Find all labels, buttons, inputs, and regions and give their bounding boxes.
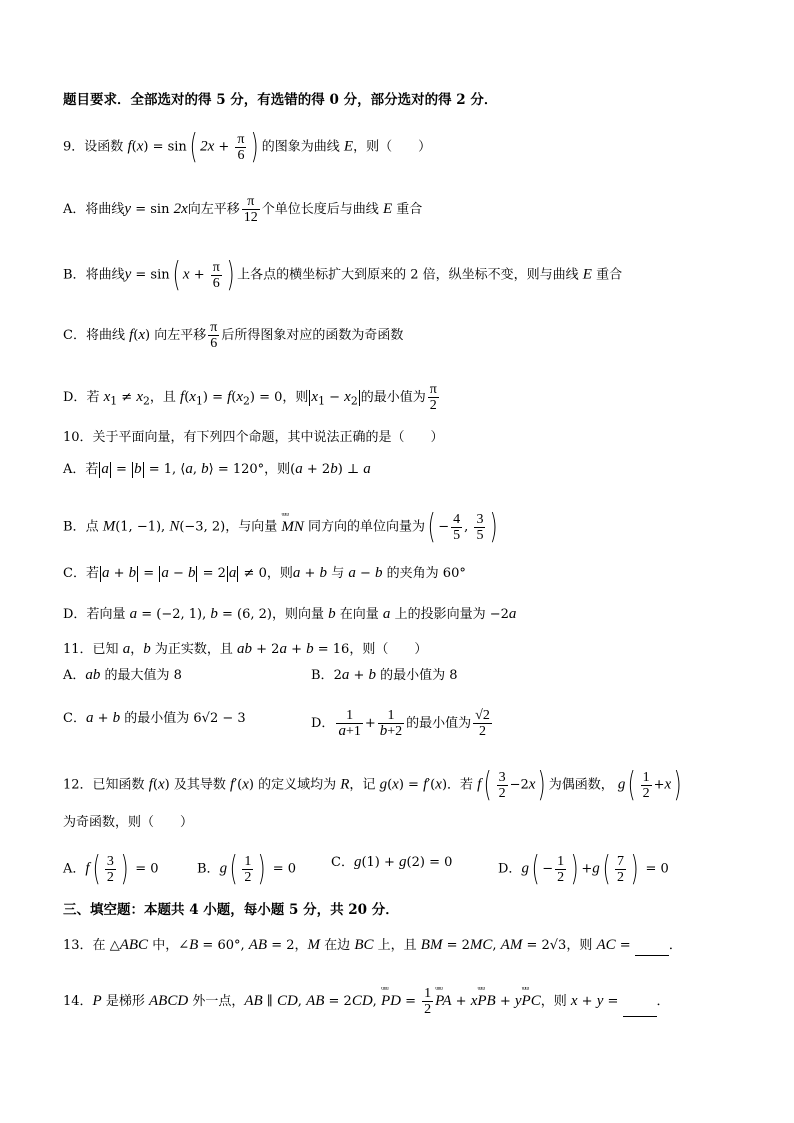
question-13: 13．在 △ABC 中，∠B = 60°, AB = 2，M 在边 BC 上，且 BM = 2MC, AM = 2√3，则 AC = ． (63, 935, 682, 956)
answer-blank[interactable] (623, 1004, 657, 1017)
question-12-stem-cont: 为奇函数，则（ ） (63, 815, 194, 830)
q11-option-d[interactable]: D． $\frac{1}{a+1}$ + $\frac{1}{b+2}$ 的最小值为 $\frac{√2}{2}$ (311, 708, 490, 739)
q12-option-d[interactable]: D．g( − $\frac{1}{2}$ ) +g( $\frac{7}{2}$ ) = 0 (498, 849, 669, 889)
question-11-stem: 11．已知 a，b 为正实数，且 ab + 2a + b = 16，则（ ） (63, 641, 428, 657)
q9-option-b[interactable]: B．将曲线y = sin( x + $\frac{\pi}{6}$ ) 上各点的横坐标扩大到原来的 2 倍，纵坐标不变，则与曲线 E 重合 (63, 255, 623, 295)
q10-option-a[interactable]: A．若 a = b = 1, ⟨a, b⟩ = 120°，则(a + 2b) ⊥ a (63, 461, 371, 477)
question-9-stem: 9．设函数 f(x) = sin( 2x + $\frac{\pi}{6}$ ) 的图象为曲线 E，则（ ） (63, 127, 432, 167)
q12-option-b[interactable]: B．g( $\frac{1}{2}$ ) = 0 (197, 849, 297, 889)
question-12-stem: 12．已知函数 f(x) 及其导数 f′(x) 的定义域均为 R，记 g(x) = f′(x)．若 f( $\frac{3}{2}$ −2x) 为偶函数， g( $\frac{1}{2}$ +x) (63, 765, 682, 805)
q12-option-c[interactable]: C．g(1) + g(2) = 0 (331, 854, 453, 870)
question-14: 14．P 是梯形 ABCD 外一点，AB ∥ CD, AB = 2CD, ᵚᵚ PD = $\frac{1}{2}$ ᵚᵚ PA + xᵚᵚ PB + yᵚᵚ PC，则 x + y = ． (63, 986, 670, 1017)
q11-option-b[interactable]: B．2a + b 的最小值为 8 (311, 667, 458, 683)
q10-option-c[interactable]: C．若 a + b = a − b = 2 a ≠ 0，则a + b 与 a − b 的夹角为 60° (63, 565, 466, 581)
q11-option-a[interactable]: A．ab 的最大值为 8 (63, 667, 182, 683)
q9-option-c[interactable]: C．将曲线 f(x) 向左平移 $\frac{\pi}{6}$ 后所得图象对应的函数为奇函数 (63, 320, 404, 351)
section-3-title: 三、填空题：本题共 4 小题，每小题 5 分，共 20 分． (63, 902, 399, 918)
q9-option-d[interactable]: D．若 $x_1 \ne x_2$，且 $f(x_1) = f(x_2) = 0$，则 $x_1 - x_2$ 的最小值为 $\frac{\pi}{2}$ (63, 382, 437, 413)
q11-option-c[interactable]: C．a + b 的最小值为 6√2 − 3 (63, 710, 246, 726)
answer-blank[interactable] (635, 943, 669, 956)
q10-option-d[interactable]: D．若向量 a = (−2, 1), b = (6, 2)，则向量 b 在向量 a 上的投影向量为 −2a (63, 606, 517, 622)
q9-option-a[interactable]: A．将曲线y = sin 2x向左平移 $\frac{\pi}{12}$ 个单位长度后与曲线 E 重合 (63, 194, 423, 225)
question-10-stem: 10．关于平面向量，有下列四个命题，其中说法正确的是（ ） (63, 430, 444, 445)
scoring-instructions: 题目要求．全部选对的得 5 分，有选错的得 0 分，部分选对的得 2 分． (63, 92, 498, 108)
q10-option-b[interactable]: B．点 M(1, −1), N(−3, 2)，与向量 ᵚᵚ MN 同方向的单位向量为( − $\frac{4}{5}$ , $\frac{3}{5}$ ) (63, 510, 501, 544)
q12-option-a[interactable]: A．f( $\frac{3}{2}$ ) = 0 (63, 849, 159, 889)
